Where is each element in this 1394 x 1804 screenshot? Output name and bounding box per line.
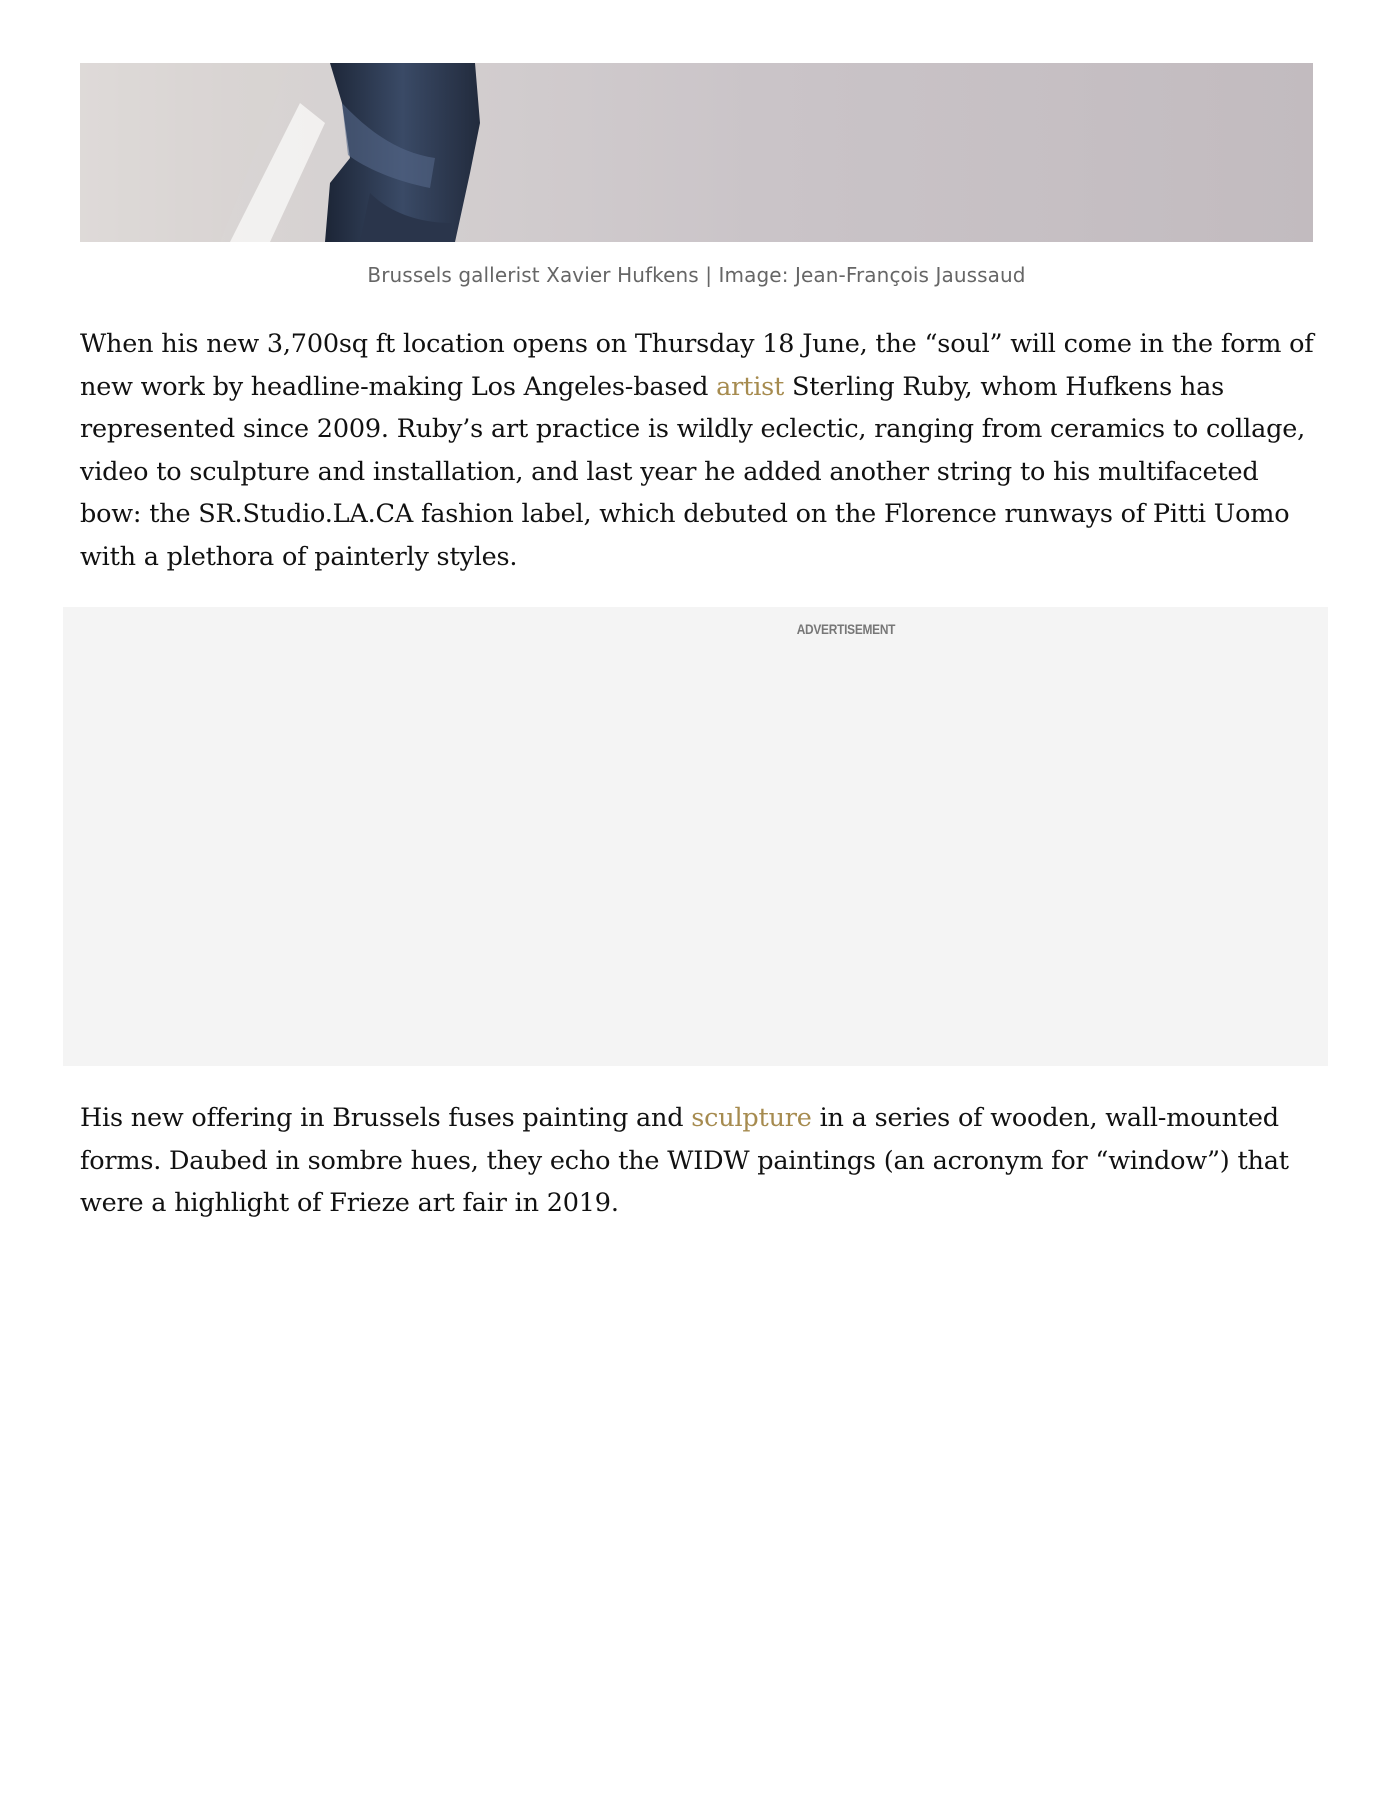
artist-link[interactable]: artist bbox=[716, 371, 785, 402]
photo-caption: Brussels gallerist Xavier Hufkens | Image: Jean-François Jaussaud bbox=[367, 263, 1026, 287]
article-paragraph bbox=[80, 1097, 1320, 1225]
paragraph-text: When his new 3,700sq ft location opens on Thursday 18 June, the “soul” will come in the form of new work by headline-making Los Angeles-based bbox=[80, 329, 1314, 402]
article-photo bbox=[80, 63, 1313, 242]
advertisement-label: ADVERTISEMENT bbox=[796, 621, 896, 637]
paragraph-text: in a series of wooden, wall-mounted forms. Daubed in sombre hues, they echo the WIDW paintings (an acronym for “window”) that were a highlight of Frieze art fair in 2019. bbox=[80, 1103, 1289, 1218]
advertisement-slot[interactable] bbox=[63, 607, 1328, 1066]
article-paragraph bbox=[80, 323, 1320, 578]
photo-illustration bbox=[80, 63, 1313, 242]
paragraph-text: His new offering in Brussels fuses painting and bbox=[80, 1103, 692, 1133]
paragraph-text: Sterling Ruby, whom Hufkens has represented since 2009. Ruby’s art practice is wildly eclectic, ranging from ceramics to collage, video to sculpture and installation, and last year he added another string to his multifaceted bow: the SR.Studio.LA.CA fashion label, which debuted on the Florence runways of Pitti Uomo with a plethora of painterly styles. bbox=[80, 371, 1306, 572]
sculpture-link[interactable]: sculpture bbox=[691, 1103, 812, 1133]
